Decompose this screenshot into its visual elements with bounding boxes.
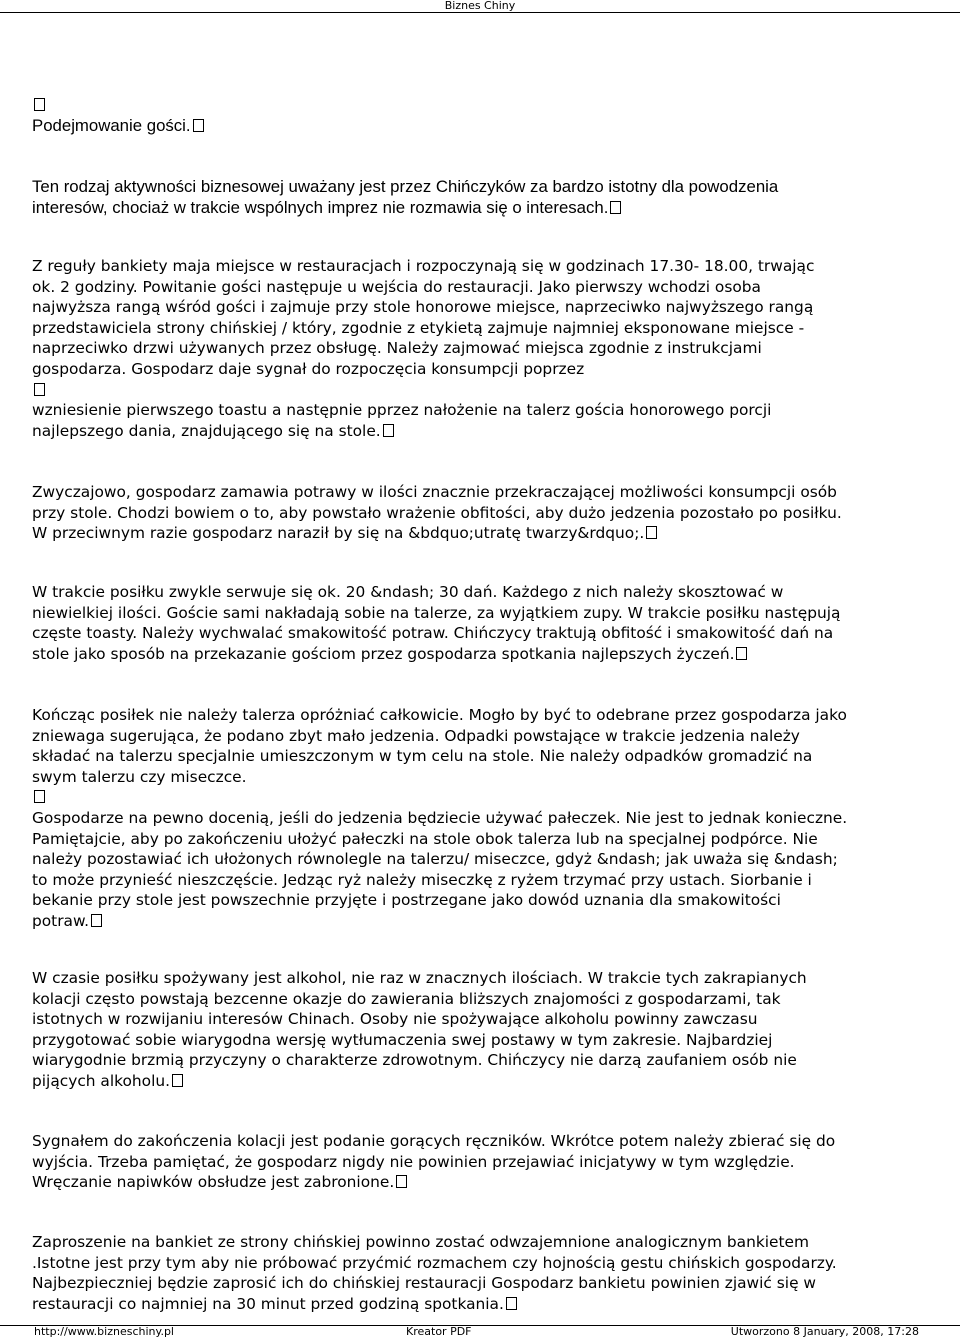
text-line: istotnych w rozwijaniu interesów Chinach. Osoby nie spożywające alkoholu powinny zawczasu <box>32 1010 758 1029</box>
text-line: Ten rodzaj aktywności biznesowej uważany jest przez Chińczyków za bardzo istotny dla powodzenia <box>32 177 779 196</box>
empty-box-icon <box>610 201 621 214</box>
text-line: potraw. <box>32 911 922 932</box>
paragraph-courses <box>32 582 922 664</box>
footer-created-date: Utworzono 8 January, 2008, 17:28 <box>730 1325 919 1338</box>
text-line: wzniesienie pierwszego toastu a następnie pprzez nałożenie na talerz gościa honorowego porcji <box>32 401 772 419</box>
empty-box-icon <box>34 790 45 803</box>
paragraph-banquet-rules <box>32 256 922 400</box>
text-line: Podejmowanie gości. <box>32 116 922 137</box>
text-line: przy stole. Chodzi bowiem o to, aby powstało wrażenie obfitości, aby dużo jedzenia pozostało po posiłku. <box>32 503 842 522</box>
text-line: należy pozostawiać ich ułożonych równolegle na talerzu/ miseczce, gdyż &ndash; jak uważa się &ndash; <box>32 850 838 869</box>
page-footer <box>0 1326 960 1338</box>
text-line: ok. 2 godziny. Powitanie gości następuje u wejścia do restauracji. Jako pierwszy wchodzi osoba <box>32 277 761 296</box>
empty-box-icon <box>172 1074 183 1087</box>
paragraph-heading <box>32 95 922 136</box>
text-line: wiarygodnie brzmią przyczyny o charakterze zdrowotnym. Chińczycy nie darzą zaufaniem osób nie <box>32 1051 797 1070</box>
empty-box-icon <box>396 1175 407 1188</box>
text-line: Sygnałem do zakończenia kolacji jest podanie gorących ręczników. Wkrótce potem należy zbierać się do <box>32 1132 836 1150</box>
empty-box-icon <box>506 1297 517 1310</box>
page-header <box>0 0 960 12</box>
paragraph-end-of-dinner <box>32 1131 922 1193</box>
text-line: gospodarza. Gospodarz daje sygnał do rozpoczęcia konsumpcji poprzez <box>32 359 585 378</box>
text-line: interesów, chociaż w trakcie wspólnych imprez nie rozmawia się o interesach. <box>32 198 922 219</box>
text-line: wyjścia. Trzeba pamiętać, że gospodarz nigdy nie powinien przejawiać inicjatywy w tym względzie. <box>32 1152 795 1171</box>
empty-box-icon <box>646 526 657 539</box>
text-line: pijących alkoholu. <box>32 1071 922 1092</box>
paragraph-ordering-food <box>32 482 922 544</box>
text-line: Zwyczajowo, gospodarz zamawia potrawy w ilości znacznie przekraczającej możliwości konsumpcji osób <box>32 483 837 501</box>
paragraph-finishing-meal <box>32 705 922 808</box>
text-line: Najbezpieczniej będzie zaprosić ich do chińskiej restauracji Gospodarz bankietu powinien zjawić się w <box>32 1274 817 1293</box>
footer-url: http://www.bizneschiny.pl <box>34 1325 174 1338</box>
text-line: przedstawiciela strony chińskiej / który, zgodnie z etykietą zajmuje najmniej eksponowane miejsce - <box>32 318 805 337</box>
empty-box-icon <box>736 647 747 660</box>
text-line: Pamiętajcie, aby po zakończeniu ułożyć pałeczki na stole obok talerza lub na specjalnej podpórce. Nie <box>32 829 818 848</box>
text-line: W czasie posiłku spożywany jest alkohol, nie raz w znacznych ilościach. W trakcie tych zakrapianych <box>32 969 807 987</box>
empty-box-icon <box>193 119 204 132</box>
paragraph-first-toast <box>32 400 922 441</box>
text-line <box>32 380 922 401</box>
text-line: swym talerzu czy miseczce. <box>32 767 247 786</box>
text-line: kolacji często powstają bezcenne okazje do zawierania bliższych znajomości z gospodarzami, tak <box>32 989 781 1008</box>
text-line: niewielkiej ilości. Goście sami nakładają sobie na talerze, za wyjątkiem zupy. W trakcie posiłku następują <box>32 603 841 622</box>
text-line: .Istotne jest przy tym aby nie próbować przyćmić rozmachem czy hojnością gestu chińskich gospodarzy. <box>32 1253 837 1272</box>
text-line: Gospodarze na pewno docenią, jeśli do jedzenia będziecie używać pałeczek. Nie jest to jednak konieczne. <box>32 809 848 827</box>
empty-box-icon <box>34 383 45 396</box>
header-divider <box>0 12 960 13</box>
text-line <box>32 787 922 808</box>
text-line: bekanie przy stole jest powszechnie przyjęte i postrzegane jako dowód uznania dla smakowitości <box>32 891 781 910</box>
header-title: Biznes Chiny <box>444 0 516 12</box>
paragraph-chopsticks <box>32 808 922 932</box>
text-line: Zaproszenie na bankiet ze strony chińskiej powinno zostać odwzajemnione analogicznym bankietem <box>32 1233 810 1251</box>
text-line: naprzeciwko drzwi używanych przez obsługę. Należy zajmować miejsca zgodnie z instrukcjami <box>32 339 762 358</box>
text-line: przygotować sobie wiarygodna wersję wytłumaczenia swej postawy w tym zakresie. Najbardziej <box>32 1030 773 1049</box>
paragraph-return-invitation <box>32 1232 922 1314</box>
text-line: Wręczanie napiwków obsłudze jest zabronione. <box>32 1172 922 1193</box>
paragraph-alcohol <box>32 968 922 1092</box>
empty-box-icon <box>383 424 394 437</box>
text-line: najlepszego dania, znajdującego się na stole. <box>32 421 922 442</box>
empty-box-icon <box>91 914 102 927</box>
text-line <box>32 95 922 116</box>
text-line: W trakcie posiłku zwykle serwuje się ok. 20 &ndash; 30 dań. Każdego z nich należy skosztować w <box>32 583 784 601</box>
text-line: składać na talerzu specjalnie umieszczonym w tym celu na stole. Nie należy odpadków gromadzić na <box>32 747 813 766</box>
text-line: W przeciwnym razie gospodarz naraził by się na &bdquo;utratę twarzy&rdquo;. <box>32 523 922 544</box>
footer-creator: Kreator PDF <box>406 1325 472 1338</box>
text-line: Z reguły bankiety maja miejsce w restauracjach i rozpoczynają się w godzinach 17.30- 18.00, trwając <box>32 257 815 275</box>
text-line: to może przynieść nieszczęście. Jedząc ryż należy miseczkę z ryżem trzymać przy ustach. Siorbanie i <box>32 870 812 889</box>
empty-box-icon <box>34 98 45 111</box>
text-line: częste toasty. Należy wychwalać smakowitość potraw. Chińczycy traktują obfitość i smakowitość dań na <box>32 624 834 643</box>
text-line: zniewaga sugerująca, że podano zbyt mało jedzenia. Odpadki powstające w trakcie jedzenia należy <box>32 726 800 745</box>
text-line: Kończąc posiłek nie należy talerza opróżniać całkowicie. Mogło by być to odebrane przez gospodarza jako <box>32 706 847 724</box>
text-line: stole jako sposób na przekazanie gościom przez gospodarza spotkania najlepszych życzeń. <box>32 644 922 665</box>
text-line: najwyższa rangą wśród gości i zajmuje przy stole honorowe miejsce, naprzeciwko najwyższego rangą <box>32 298 814 317</box>
paragraph-business-activity <box>32 177 922 218</box>
text-line: restauracji co najmniej na 30 minut przed godziną spotkania. <box>32 1294 922 1315</box>
